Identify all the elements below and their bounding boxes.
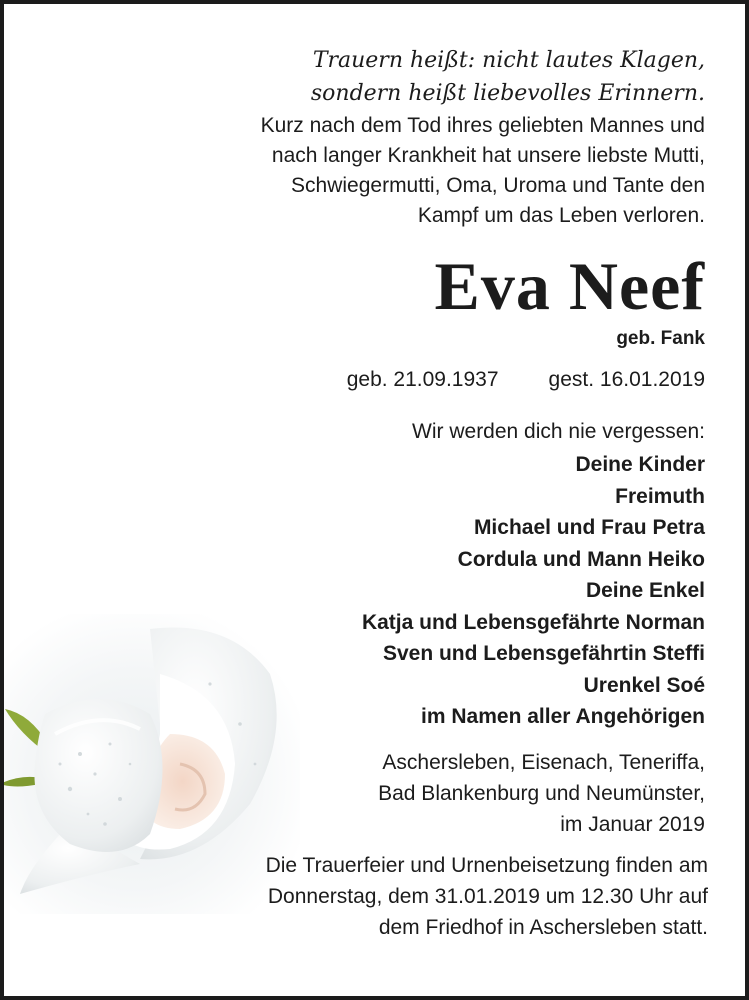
quote-line: Trauern heißt: nicht lautes Klagen, [312, 48, 705, 73]
death-date: gest. 16.01.2019 [548, 368, 705, 391]
intro-text [145, 111, 705, 231]
place-line: Aschersleben, Eisenach, Teneriffa, [382, 750, 705, 774]
intro-line: Kurz nach dem Tod ihres geliebten Mannes und [260, 114, 705, 137]
funeral-line: Donnerstag, dem 31.01.2019 um 12.30 Uhr auf [267, 884, 708, 908]
notice-text [145, 44, 708, 943]
mourner-entry: Freimuth [615, 484, 705, 508]
mourner-entry: Michael und Frau Petra [473, 516, 705, 539]
memorial-quote [145, 44, 705, 110]
funeral-line: Die Trauerfeier und Urnenbeisetzung finden am [265, 853, 708, 877]
place-and-date [145, 747, 705, 840]
mourner-entry: Sven und Lebensgefährtin Steffi [382, 642, 705, 665]
intro-line: nach langer Krankheit hat unsere liebste Mutti, [271, 144, 705, 167]
intro-line: Kampf um das Leben verloren. [417, 204, 705, 227]
quote-line: sondern heißt liebevolles Erinnern. [310, 81, 705, 106]
funeral-line: dem Friedhof in Aschersleben statt. [378, 915, 708, 939]
mourners-lead: Wir werden dich nie vergessen: [412, 420, 705, 443]
mourner-entry: Katja und Lebensgefährte Norman [361, 610, 705, 634]
funeral-info [148, 850, 708, 943]
life-dates [145, 365, 705, 395]
place-line: im Januar 2019 [560, 812, 705, 836]
mourner-entry: Cordula und Mann Heiko [457, 547, 705, 571]
mourners-list [145, 449, 705, 733]
maiden-name: geb. Fank [616, 328, 705, 349]
mourner-entry: im Namen aller Angehörigen [421, 705, 705, 728]
place-line: Bad Blankenburg und Neumünster, [378, 781, 705, 805]
intro-line: Schwiegermutti, Oma, Uroma und Tante den [291, 174, 705, 197]
birth-date: geb. 21.09.1937 [346, 368, 499, 391]
mourner-entry: Deine Kinder [575, 453, 705, 476]
mourner-entry: Deine Enkel [585, 579, 705, 602]
mourner-entry: Urenkel Soé [583, 673, 705, 697]
deceased-name: Eva Neef [434, 248, 705, 324]
